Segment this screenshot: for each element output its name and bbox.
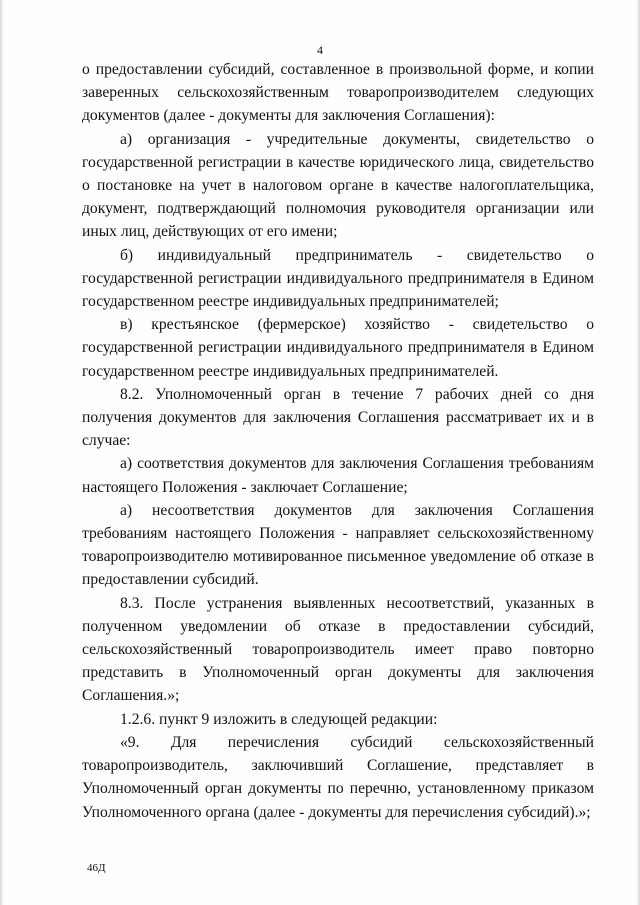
- paragraph-9: 1.2.6. пункт 9 изложить в следующей редакции:: [120, 710, 438, 728]
- paragraph-10: «9. Для перечисления субсидий сельскохозяйственный товаропроизводитель, заключивший Соглашение, представляет в Уполномоченный орган документы по перечню, установленному приказом Уполномоченного органа (далее - документы для перечисления субсидий).»;: [82, 733, 594, 821]
- footer-code: 46Д: [87, 862, 106, 874]
- paragraph-6: а) соответствия документов для заключения Соглашения требованиям настоящего Положения - заключает Соглашение;: [82, 455, 594, 496]
- document-body: [82, 58, 594, 824]
- paragraph-1: о предоставлении субсидий, составленное в произвольной форме, и копии заверенных сельскохозяйственным товаропроизводителем следующих документов (далее - документы для заключения Соглашения):: [82, 61, 594, 125]
- paragraph-7: а) несоответствия документов для заключения Соглашения требованиям настоящего Положения - направляет сельскохозяйственному товаропроизводителю мотивированное письменное уведомление об отказе в предоставлении субсидий.: [82, 501, 594, 589]
- paragraph-5: 8.2. Уполномоченный орган в течение 7 рабочих дней со дня получения документов для заключения Соглашения рассматривает их и в случае:: [82, 385, 594, 450]
- paragraph-8: 8.3. После устранения выявленных несоответствий, указанных в полученном уведомлении об отказе в предоставлении субсидий, сельскохозяйственный товаропроизводитель имеет право повторно представить в Уполномоченный орган документы для заключения Соглашения.»;: [82, 594, 594, 705]
- paragraph-3: б) индивидуальный предприниматель - свидетельство о государственной регистрации индивидуального предпринимателя в Едином государственном реестре индивидуальных предпринимателей;: [82, 246, 594, 311]
- paragraph-4: в) крестьянское (фермерское) хозяйство - свидетельство о государственной регистрации индивидуального предпринимателя в Едином государственном реестре индивидуальных предпринимателей.: [82, 316, 594, 380]
- page-number: 4: [317, 43, 323, 57]
- scan-edge-left: [0, 0, 3, 905]
- paragraph-2: а) организация - учредительные документы, свидетельство о государственной регистрации в качестве юридического лица, свидетельство о постановке на учет в налоговом органе в качестве налогоплательщика, документ, подтверждающий полномочия руководителя организации или иных лиц, действующих от его имени;: [82, 130, 594, 241]
